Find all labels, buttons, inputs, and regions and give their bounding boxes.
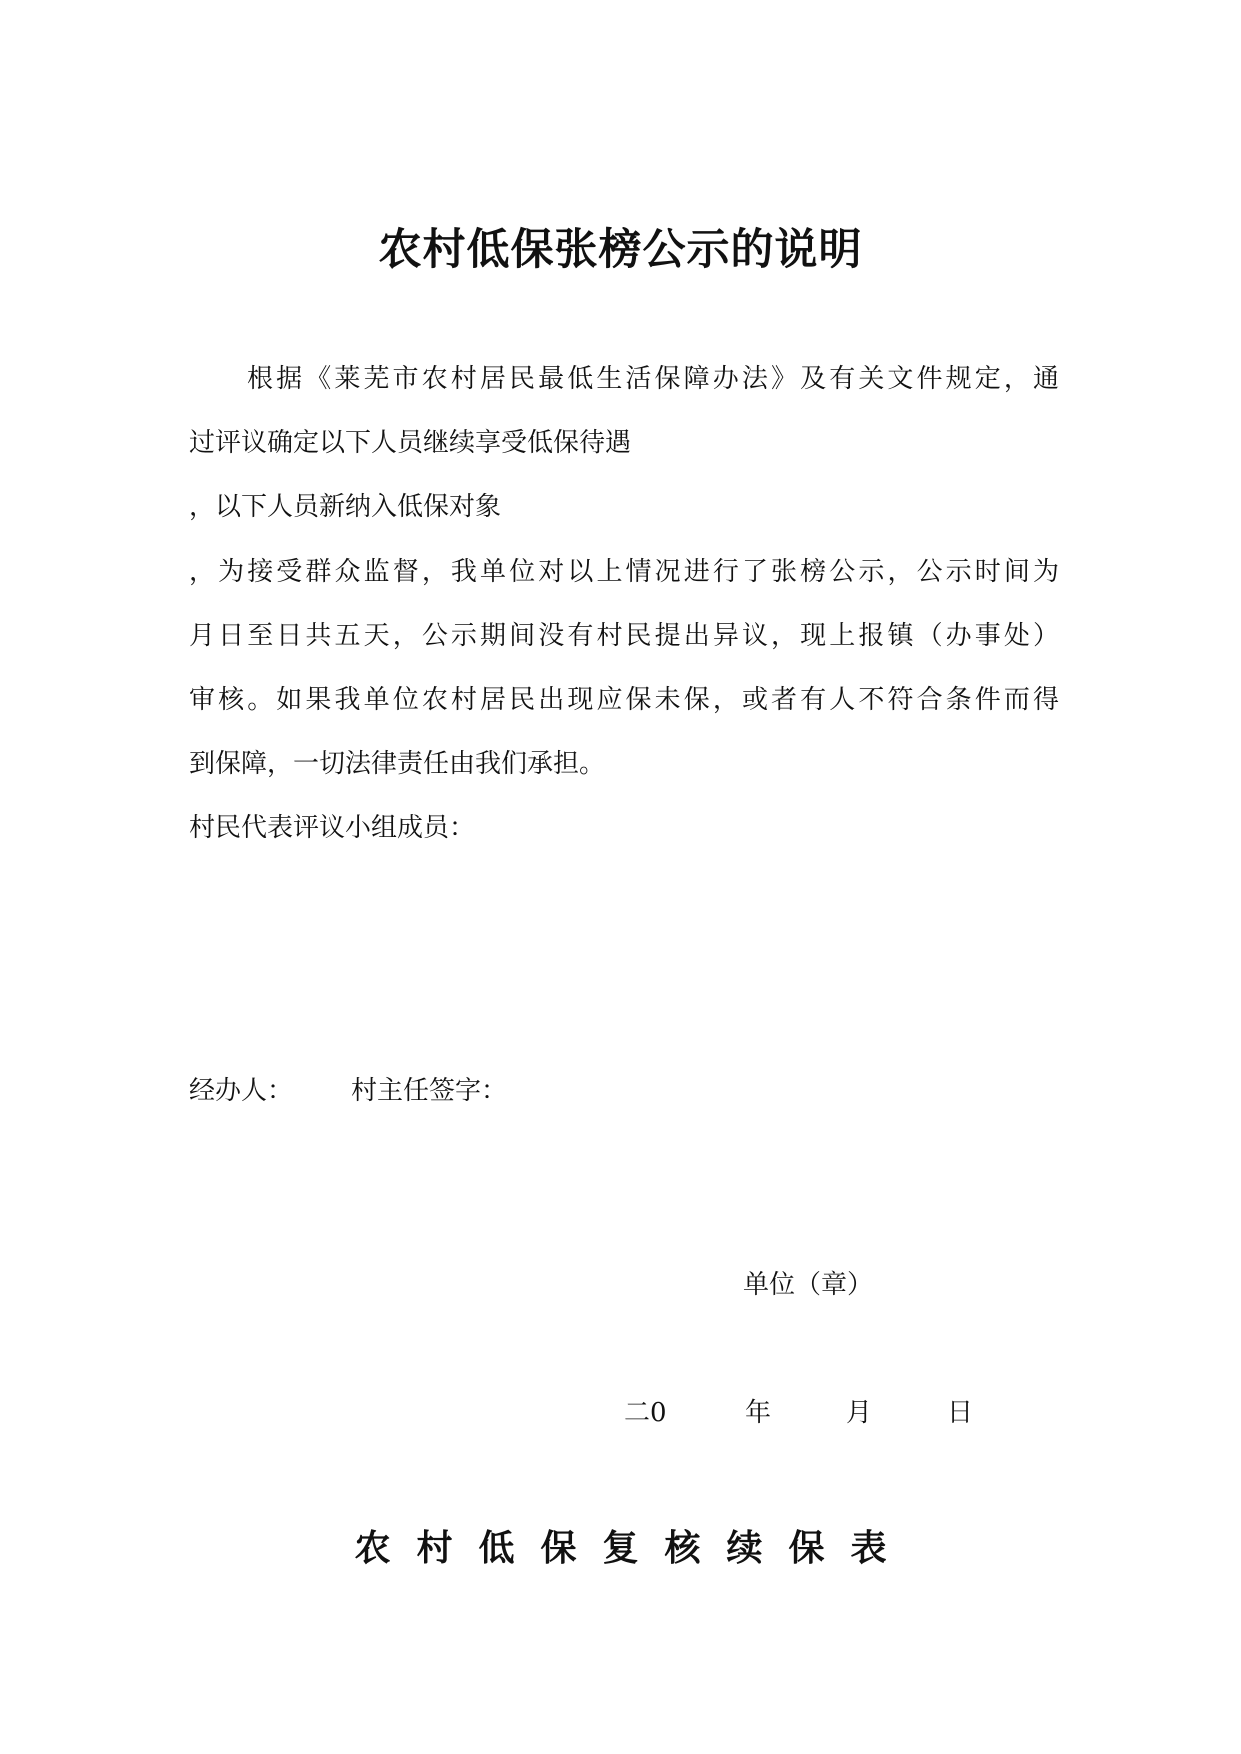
paragraph-line-5: 月日至日共五天，公示期间没有村民提出异议，现上报镇（办事处） — [189, 621, 1059, 651]
document-title: 农村低保张榜公示的说明 — [378, 225, 863, 275]
paragraph-line-7: 到保障，一切法律责任由我们承担。 — [189, 749, 606, 779]
paragraph-line-6: 审核。如果我单位农村居民出现应保未保，或者有人不符合条件而得 — [189, 685, 1059, 715]
paragraph-line-1: 根据《莱芜市农村居民最低生活保障办法》及有关文件规定，通 — [247, 364, 1059, 394]
date-prefix: 二0 — [624, 1398, 667, 1428]
handler-label: 经办人： — [189, 1076, 294, 1106]
director-signature-label: 村主任签字： — [351, 1076, 508, 1106]
paragraph-line-3: ，以下人员新纳入低保对象 — [189, 492, 502, 522]
date-month-label: 月 — [846, 1398, 873, 1428]
signature-row — [189, 1073, 507, 1109]
second-title: 农村低保复核续保表 — [354, 1527, 913, 1569]
date-year-label: 年 — [745, 1398, 772, 1428]
paragraph-line-2: 过评议确定以下人员继续享受低保待遇 — [189, 428, 632, 458]
committee-members-label: 村民代表评议小组成员： — [189, 813, 476, 843]
unit-seal-label: 单位（章） — [743, 1270, 874, 1300]
date-day-label: 日 — [947, 1398, 974, 1428]
paragraph-line-4: ，为接受群众监督，我单位对以上情况进行了张榜公示，公示时间为 — [189, 557, 1059, 587]
